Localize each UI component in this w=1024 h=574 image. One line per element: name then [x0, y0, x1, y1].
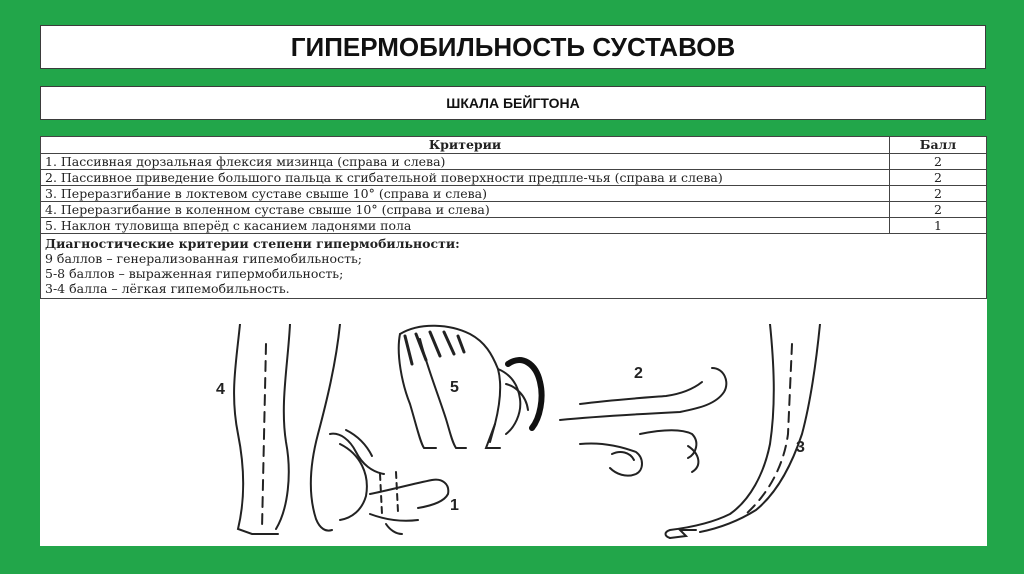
diagnostic-cell: [41, 234, 987, 299]
label-thumb: 2: [634, 365, 643, 382]
beighton-illustration-svg: [40, 324, 987, 546]
forward-bend-figure: [399, 326, 542, 448]
diagnostic-title: Диагностические критерии степени гипермобильности:: [45, 236, 460, 251]
criterion-cell: 5. Наклон туловища вперёд с касанием ладонями пола: [41, 218, 890, 234]
table-row: [41, 170, 987, 186]
table-row: [41, 186, 987, 202]
criteria-table: [40, 136, 987, 299]
score-cell: 2: [890, 186, 987, 202]
score-cell: 1: [890, 218, 987, 234]
table-row: [41, 202, 987, 218]
beighton-illustration: [40, 324, 987, 546]
criterion-cell: 2. Пассивное приведение большого пальца к сгибательной поверхности предпле-чья (справа и слева): [41, 170, 890, 186]
elbow-hyperextension-figure: [666, 324, 821, 538]
diagnostic-line: 9 баллов – генерализованная гипемобильность;: [45, 251, 363, 266]
header-score: Балл: [890, 137, 987, 154]
score-cell: 2: [890, 170, 987, 186]
header-criteria: Критерии: [41, 137, 890, 154]
table-row: [41, 154, 987, 170]
criterion-cell: 4. Переразгибание в коленном суставе свыше 10° (справа и слева): [41, 202, 890, 218]
table-header-row: [41, 137, 987, 154]
finger-dorsiflexion-figure: [330, 430, 448, 534]
label-knee: 4: [216, 381, 225, 398]
slide-title: [40, 25, 986, 69]
diagnostic-row: [41, 234, 987, 299]
slide-subtitle: [40, 86, 986, 120]
thumb-apposition-figure: [560, 368, 726, 476]
table-row: [41, 218, 987, 234]
beighton-panel: [40, 136, 987, 546]
criterion-cell: 1. Пассивная дорзальная флексия мизинца (справа и слева): [41, 154, 890, 170]
label-elbow: 3: [796, 439, 805, 456]
slide-subtitle-text: ШКАЛА БЕЙГТОНА: [446, 95, 580, 111]
diagnostic-line: 3-4 балла – лёгкая гипемобильность.: [45, 281, 290, 296]
label-finger: 1: [450, 497, 459, 514]
knee-hyperextension-figure: [234, 324, 340, 534]
score-cell: 2: [890, 202, 987, 218]
criterion-cell: 3. Переразгибание в локтевом суставе свыше 10° (справа и слева): [41, 186, 890, 202]
diagnostic-line: 5-8 баллов – выраженная гипермобильность;: [45, 266, 344, 281]
label-bend: 5: [450, 379, 459, 396]
score-cell: 2: [890, 154, 987, 170]
slide-title-text: ГИПЕРМОБИЛЬНОСТЬ СУСТАВОВ: [290, 31, 736, 62]
